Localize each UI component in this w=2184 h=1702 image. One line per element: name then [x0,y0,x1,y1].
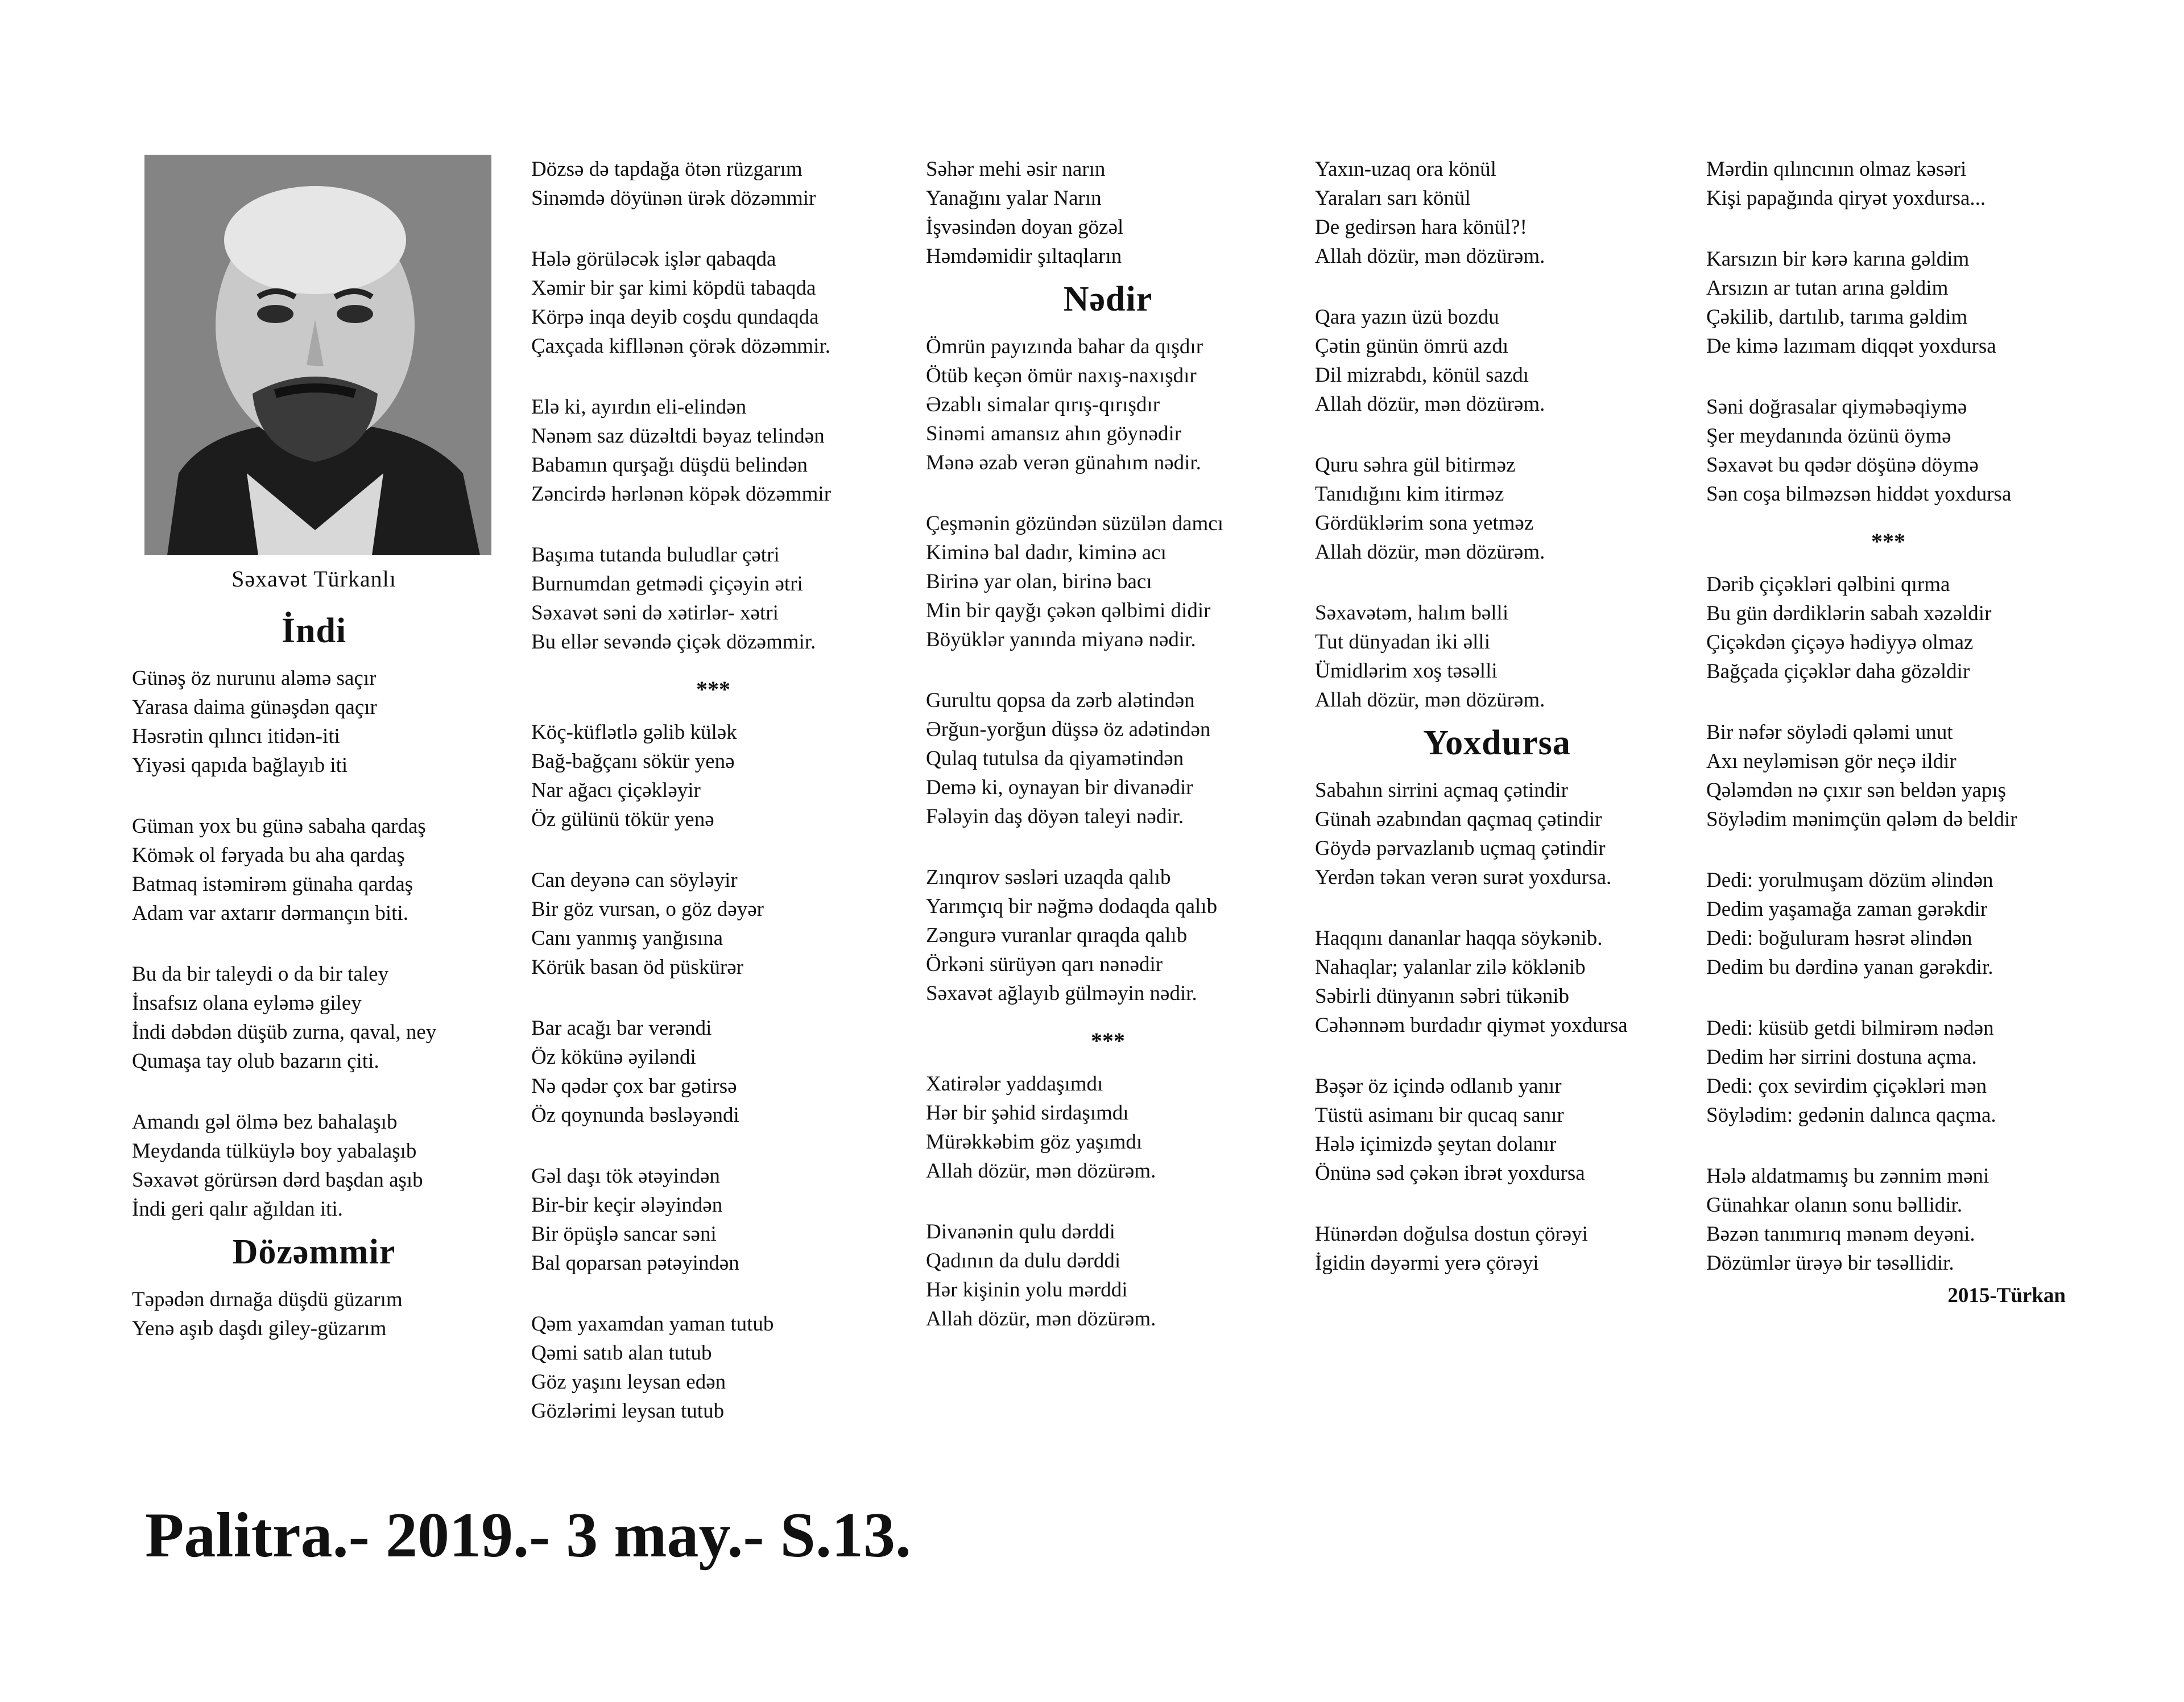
author-portrait-photo [144,155,491,555]
poem-line: De kimə lazımam diqqət yoxdursa [1706,334,1996,358]
poem-line: Zəncirdə hərlənən köpək dözəmmir [531,482,832,506]
poem-line: Şer meydanında özünü öymə [1706,424,1951,448]
poem-line: Qəmi satıb alan tutub [531,1341,712,1365]
poem-line: Səxavət ağlayıb gülməyin nədir. [926,982,1197,1005]
poem-line: Dözsə də tapdağa ötən rüzgarım [531,158,803,181]
poem-stanza [531,1309,895,1426]
poem-line: İndi dəbdən düşüb zurna, qaval, ney [132,1021,437,1044]
poem-line: Axı neyləmisən gör neçə ildir [1706,750,1956,773]
poem-stanza [531,1162,895,1278]
poem-stanza [132,960,496,1076]
poem-line: Allah dözür, mən dözürəm. [926,1307,1156,1331]
poem-stanza [926,1217,1290,1333]
poem-line: Böyüklər yanında miyanə nədir. [926,628,1196,651]
poem-line: Tüstü asimanı bir qucaq sanır [1315,1104,1564,1127]
poem-line: Hələ aldatmamış bu zənnim məni [1706,1164,1989,1188]
poem-line: Bəşər öz içində odlanıb yanır [1315,1075,1562,1098]
column-5 [1706,155,2070,1310]
section-separator: *** [696,676,730,702]
poem-stanza [926,332,1290,477]
poem-stanza [531,718,895,834]
poem-line: Həsrətin qılıncı itidən-iti [132,725,340,748]
poem-stanza [132,1108,496,1224]
poem-line: Xatirələr yaddaşımdı [926,1072,1103,1096]
poem-line: Demə ki, oynayan bir divanədir [926,776,1193,799]
section-separator: *** [1091,1028,1125,1054]
poem-stanza [531,540,895,656]
poem-line: Karsızın bir kərə karına gəldim [1706,247,1970,271]
poem-line: Hələ görüləcək işlər qabaqda [531,247,776,271]
poem-line: Həmdəmidir şıltaqların [926,245,1122,268]
poem-line: Qadının da dulu dərddi [926,1249,1121,1273]
poem-line: Nahaqlar; yalanlar zilə köklənib [1315,956,1586,979]
poem-line: Xəmir bir şar kimi köpdü tabaqda [531,276,816,300]
poem-line: Cəhənnəm burdadır qiymət yoxdursa [1315,1014,1628,1037]
poem-line: Ümidlərim xoş təsəlli [1315,659,1498,683]
poem-stanza [1706,245,2070,361]
poem-line: Səni doğrasalar qiyməbəqiymə [1706,395,1967,419]
poem-line: Əzablı simalar qırış-qırışdır [926,393,1160,416]
poem-line: Dərib çiçəkləri qəlbini qırma [1706,573,1950,596]
poem-line: Canı yanmış yanğısına [531,927,723,950]
author-name: Səxavət Türkanlı [231,566,396,592]
poem-stanza [926,155,1290,271]
poem-stanza [1706,866,2070,982]
poem-stanza [1315,155,1679,271]
poem-line: Allah dözür, mən dözürəm. [1315,245,1545,268]
poem-stanza [531,866,895,982]
poem-stanza [132,664,496,780]
poem-line: Nə qədər çox bar gətirsə [531,1075,737,1098]
poem-line: Çeşmənin gözündən süzülən damcı [926,512,1224,535]
poem-line: Səbirli dünyanın səbri tükənib [1315,985,1570,1008]
poem-line: Körpə inqa deyib coşdu qundaqda [531,305,819,329]
poem-line: Çaxçada kifllənən çörək dözəmmir. [531,334,831,358]
poem-line: Quru səhra gül bitirməz [1315,453,1516,477]
poem-line: Hələ içimizdə şeytan dolanır [1315,1133,1557,1156]
poem-line: Qumaşa tay olub bazarın çiti. [132,1050,379,1073]
poem-line: Səxavət görürsən dərd başdan aşıb [132,1168,423,1192]
poem-stanza [531,393,895,509]
poem-line: Yaxın-uzaq ora könül [1315,158,1496,181]
poem-line: Söylədim: gedənin dalınca qaçma. [1706,1104,1996,1127]
poem-line: Nar ağacı çiçəkləyir [531,779,701,802]
poem-line: Günəş öz nurunu aləmə saçır [132,667,377,690]
poem-line: Yenə aşıb daşdı giley-güzarım [132,1317,387,1340]
poem-line: Gəl daşı tök ətəyindən [531,1164,720,1188]
column-4 [1315,155,1679,1309]
poem-stanza [1315,1220,1679,1278]
poem-stanza [531,245,895,361]
poem-line: Öz gülünü tökür yenə [531,808,714,831]
poem-line: Qulaq tutulsa da qiyamətindən [926,747,1184,770]
poem-line: Başıma tutanda buludlar çətri [531,543,780,567]
poem-line: Göz yaşını leysan edən [531,1370,726,1394]
poem-line: Yanağını yalar Narın [926,187,1102,210]
poem-line: İşvəsindən doyan gözəl [926,216,1124,239]
poem-line: Batmaq istəmirəm günaha qardaş [132,873,413,896]
section-separator: *** [1871,528,1905,554]
poem-stanza [531,155,895,213]
poem-line: Güman yox bu günə sabaha qardaş [132,815,426,838]
poem-line: Yiyəsi qapıda bağlayıb iti [132,754,348,777]
poem-line: Köç-küflətlə gəlib külək [531,721,737,744]
poem-stanza [1706,155,2070,213]
poem-line: Divanənin qulu dərddi [926,1220,1115,1244]
poem-line: Allah dözür, mən dözürəm. [1315,540,1545,564]
poem-stanza [1706,570,2070,686]
poem-stanza [132,1285,496,1343]
poem-stanza [1315,776,1679,892]
poem-line: Allah dözür, mən dözürəm. [926,1159,1156,1183]
poem-line: Bağçada çiçəklər daha gözəldir [1706,660,1970,683]
poem-line: Allah dözür, mən dözürəm. [1315,393,1545,416]
poem-stanza [1706,1014,2070,1130]
poem-line: Meydanda tülküylə boy yabalaşıb [132,1139,417,1163]
poem-line: Amandı gəl ölmə bez bahalaşıb [132,1110,398,1134]
poem-line: Dedim bu dərdinə yanan gərəkdir. [1706,956,1993,979]
poem-stanza [926,1069,1290,1185]
poem-line: Sinəmdə döyünən ürək dözəmmir [531,187,816,210]
poem-line: Bu da bir taleydi o da bir taley [132,962,389,986]
poem-line: Yaraları sarı könül [1315,187,1471,210]
poem-line: Qəm yaxamdan yaman tutub [531,1312,774,1336]
poem-line: İgidin dəyərmi yerə çörəyi [1315,1251,1539,1275]
poem-line: Tanıdığını kim itirməz [1315,482,1504,506]
poem-stanza [926,863,1290,1008]
poem-line: Can deyənə can söyləyir [531,869,738,892]
poem-line: Kömək ol fəryada bu aha qardaş [132,844,405,867]
poem-line: Bar acağı bar verəndi [531,1017,712,1040]
poem-line: Səxavət səni də xətirlər- xətri [531,601,779,625]
poem-line: Önünə səd çəkən ibrət yoxdursa [1315,1162,1585,1185]
poem-line: Dedi: boğuluram həsrət əlindən [1706,927,1972,950]
poem-line: Zınqırov səsləri uzaqda qalıb [926,866,1171,889]
poem-line: Öz kökünə əyiləndi [531,1046,696,1069]
poem-line: Bir nəfər söylədi qələmi unut [1706,721,1953,744]
poem-line: Hər bir şəhid sirdaşımdı [926,1101,1129,1125]
poem-stanza [1706,1162,2070,1278]
column-1 [132,155,496,1375]
poem-line: Ötüb keçən ömür naxış-naxışdır [926,364,1197,387]
poem-line: Hünərdən doğulsa dostun çörəyi [1315,1222,1588,1246]
poem-line: Dedi: yorulmuşam dözüm əlindən [1706,869,1993,892]
poem-line: İnsafsız olana eyləmə giley [132,992,362,1015]
poem-line: Qələmdən nə çıxır sən beldən yapış [1706,779,2007,802]
poem-line: Dil mizrabdı, könül sazdı [1315,363,1529,387]
poem-line: Ömrün payızında bahar da qışdır [926,335,1203,358]
poem-line: Dedim hər sirrini dostuna açma. [1706,1046,1977,1069]
poem-line: Söylədim mənimçün qələm də beldir [1706,808,2017,831]
poem-line: Zəngurə vuranlar qıraqda qalıb [926,924,1188,947]
poem-line: Elə ki, ayırdın eli-elindən [531,395,747,419]
poem-line: Göydə pərvazlanıb uçmaq çətindir [1315,837,1606,860]
column-3 [926,155,1290,1365]
poem-line: Dedim yaşamağa zaman gərəkdir [1706,898,1988,921]
poem-line: Yerdən təkan verən surət yoxdursa. [1315,866,1612,889]
poem-line: Haqqını dananlar haqqa söykənib. [1315,927,1603,950]
poem-line: Fələyin daş döyən taleyi nədir. [926,805,1184,828]
poem-line: Birinə yar olan, birinə bacı [926,570,1152,593]
poem-line: Mürəkkəbim göz yaşımdı [926,1130,1143,1154]
poem-line: Sabahın sirrini açmaq çətindir [1315,779,1568,802]
poem-line: Arsızın ar tutan arına gəldim [1706,276,1949,300]
poem-line: Çəkilib, dartılıb, tarıma gəldim [1706,305,1968,329]
poem-stanza [1706,393,2070,509]
poem-line: Öz qoynunda bəsləyəndi [531,1104,739,1127]
poem-line: Bağ-bağçanı sökür yenə [531,750,735,773]
poem-line: Bu gün dərdiklərin sabah xəzəldir [1706,602,1992,625]
poem-line: Nənəm saz düzəltdi bəyaz telindən [531,424,825,448]
poem-line: De gedirsən hara könül?! [1315,216,1527,239]
poem-line: Sən coşa bilməzsən hiddət yoxdursa [1706,482,2012,506]
poem-line: Dedi: küsüb getdi bilmirəm nədən [1706,1017,1994,1040]
poem-stanza [531,1014,895,1130]
column-2 [531,155,895,1457]
poem-title: Yoxdursa [1423,724,1571,762]
poem-line: Bal qoparsan pətəyindən [531,1251,739,1275]
poem-line: Səhər mehi əsir narın [926,158,1106,181]
source-citation: Palitra.- 2019.- 3 may.- S.13. [145,1500,911,1571]
poem-line: Örkəni sürüyən qarı nənədir [926,953,1163,976]
poem-signature: 2015-Türkan [1947,1284,2066,1307]
poem-title: Nədir [1063,280,1153,319]
poem-title: İndi [281,612,347,650]
poem-line: Dözümlər ürəyə bir təsəllidir. [1706,1251,1954,1275]
poem-line: Təpədən dırnağa düşdü güzarım [132,1288,403,1311]
poem-line: Mərdin qılıncının olmaz kəsəri [1706,158,1967,181]
poem-line: Gördüklərim sona yetməz [1315,511,1534,535]
poem-line: Qara yazın üzü bozdu [1315,305,1499,329]
poem-stanza [1706,718,2070,834]
poem-line: Kiminə bal dadır, kiminə acı [926,541,1167,564]
poem-stanza [1315,598,1679,714]
poem-line: Körük basan öd püskürər [531,956,743,979]
poem-line: Səxavətəm, halım bəlli [1315,601,1509,625]
poem-line: Yarımçıq bir nəğmə dodaqda qalıb [926,895,1218,918]
poem-line: Min bir qayğı çəkən qəlbimi didir [926,599,1211,622]
poem-line: Tut dünyadan iki əlli [1315,630,1490,654]
poem-line: Mənə əzab verən günahım nədir. [926,451,1201,474]
poem-line: Kişi papağında qiryət yoxdursa... [1706,187,1986,210]
poem-line: Bir göz vursan, o göz dəyər [531,898,764,921]
poem-stanza [1315,303,1679,419]
poem-line: Dedi: çox sevirdim çiçəkləri mən [1706,1075,1987,1098]
poem-line: Bir-bir keçir ələyindən [531,1193,723,1217]
poem-stanza [926,509,1290,654]
poem-stanza [926,686,1290,831]
poem-stanza [1315,451,1679,567]
poem-line: Bir öpüşlə sancar səni [531,1222,717,1246]
poem-line: Allah dözür, mən dözürəm. [1315,688,1545,712]
poem-line: Burnumdan getmədi çiçəyin ətri [531,572,803,596]
poem-line: Sinəmi amansız ahın göynədir [926,422,1182,445]
poem-line: Səxavət bu qədər döşünə döymə [1706,453,1979,477]
poem-stanza [132,812,496,928]
poem-line: Bəzən tanımırıq mənəm deyəni. [1706,1222,1975,1246]
poem-line: Bu ellər sevəndə çiçək dözəmmir. [531,630,816,654]
poem-line: Adam var axtarır dərmançın biti. [132,902,408,925]
poem-stanza [1315,924,1679,1040]
poem-line: Günah əzabından qaçmaq çətindir [1315,808,1602,831]
poem-line: Gurultu qopsa da zərb alətindən [926,689,1195,712]
poem-line: Gözlərimi leysan tutub [531,1399,725,1423]
poem-line: Çiçəkdən çiçəyə hədiyyə olmaz [1706,631,1974,654]
poem-line: Babamın qurşağı düşdü belindən [531,453,808,477]
poem-line: Çətin günün ömrü azdı [1315,334,1509,358]
poem-line: Yarasa daima günəşdən qaçır [132,696,377,719]
poem-title: Dözəmmir [232,1233,396,1271]
poem-line: İndi geri qalır ağıldan iti. [132,1197,343,1221]
poem-line: Ərğun-yorğun düşsə öz adətindən [926,718,1211,741]
poem-stanza [1315,1072,1679,1188]
poem-line: Günahkar olanın sonu bəllidir. [1706,1193,1963,1217]
poem-line: Hər kişinin yolu mərddi [926,1278,1128,1302]
